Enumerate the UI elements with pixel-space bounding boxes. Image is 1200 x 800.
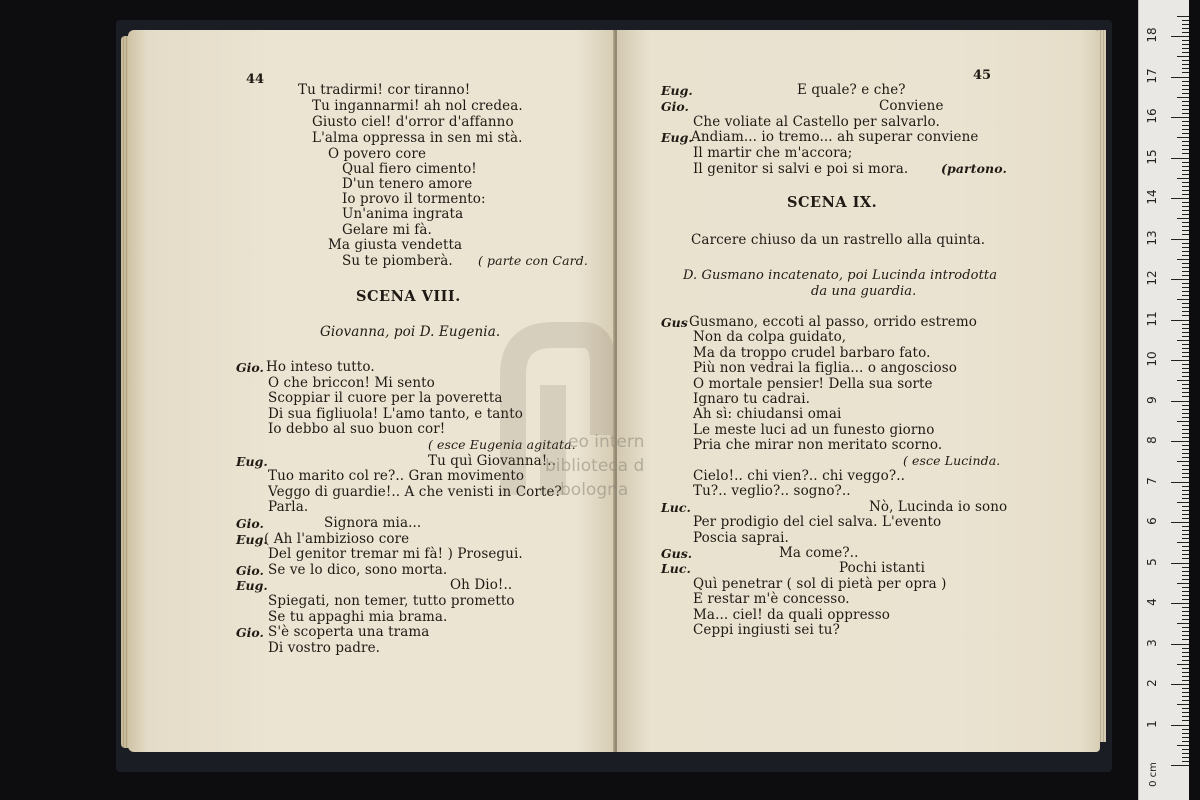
ruler-number: 1 <box>1145 719 1159 728</box>
ruler-tick <box>1182 635 1189 636</box>
ruler-tick <box>1171 603 1189 604</box>
ruler-tick <box>1182 170 1189 171</box>
ruler-tick <box>1171 239 1189 240</box>
dialogue-continuation: Ah sì: chiudansi omai <box>693 406 842 423</box>
ruler-tick <box>1182 469 1189 470</box>
ruler-tick <box>1182 749 1189 750</box>
ruler-tick <box>1177 259 1189 260</box>
ruler-tick <box>1182 121 1189 122</box>
ruler-number: 8 <box>1145 436 1159 444</box>
ruler-tick <box>1182 283 1189 284</box>
dialogue-continuation: Più non vedrai la figlia... o angoscioso <box>693 360 957 377</box>
dialogue-line: Conviene <box>879 97 944 114</box>
dialogue-continuation: E restar m'è concesso. <box>693 591 850 608</box>
ruler-tick <box>1182 182 1189 183</box>
ruler-tick <box>1182 190 1189 191</box>
ruler-tick <box>1182 692 1189 693</box>
ruler-tick <box>1182 417 1189 418</box>
speaker-label: Eug. <box>236 531 268 547</box>
ruler-tick <box>1182 631 1189 632</box>
ruler-tick <box>1182 587 1189 588</box>
scene-characters: Giovanna, poi D. Eugenia. <box>320 324 501 340</box>
ruler-tick <box>1171 482 1189 483</box>
verse-line: Io provo il tormento: <box>342 191 486 207</box>
dialogue-continuation: Pria che mirar non meritato scorno. <box>693 437 943 454</box>
ruler-tick <box>1182 571 1189 572</box>
ruler-tick <box>1182 226 1189 227</box>
ruler-tick <box>1182 396 1189 397</box>
ruler-tick <box>1182 166 1189 167</box>
dialogue-continuation: Ma... ciel! da quali oppresso <box>693 606 890 623</box>
ruler-tick <box>1182 486 1189 487</box>
dialogue-line: Se ve lo dico, sono morta. <box>268 561 448 578</box>
ruler-tick <box>1171 158 1189 159</box>
ruler-tick <box>1182 761 1189 762</box>
dialogue-line: Ho inteso tutto. <box>266 359 375 375</box>
speaker-label: Gio. <box>236 562 264 578</box>
ruler-tick <box>1182 388 1189 389</box>
ruler-tick <box>1182 222 1189 223</box>
scene-setting: Carcere chiuso da un rastrello alla quinta. <box>691 232 986 248</box>
dialogue-continuation: Tuo marito col re?.. Gran movimento <box>268 468 525 485</box>
ruler-tick <box>1182 324 1189 325</box>
verse-line: Qual fiero cimento! <box>342 161 477 177</box>
ruler-tick <box>1171 644 1189 645</box>
dialogue-line: Pochi istanti <box>839 560 925 577</box>
ruler-tick <box>1182 24 1189 25</box>
ruler-tick <box>1182 271 1189 272</box>
dialogue-line: ( Ah l'ambizioso core <box>264 530 410 547</box>
ruler-tick <box>1182 129 1189 130</box>
ruler-tick <box>1182 206 1189 207</box>
dialogue-continuation: ( esce Eugenia agitata. <box>428 437 576 452</box>
ruler-tick <box>1171 441 1189 442</box>
ruler-number: 9 <box>1145 395 1159 404</box>
dialogue-continuation: O che briccon! Mi sento <box>268 374 435 391</box>
speaker-label: Eug. <box>236 578 268 594</box>
ruler-tick <box>1171 320 1189 321</box>
ruler-tick <box>1182 105 1189 106</box>
page-number-right: 45 <box>973 68 992 83</box>
ruler-tick <box>1182 52 1189 53</box>
ruler-tick <box>1182 733 1189 734</box>
ruler-tick <box>1182 230 1189 231</box>
ruler-tick <box>1171 77 1189 78</box>
ruler-tick <box>1182 607 1189 608</box>
ruler-tick <box>1182 477 1189 478</box>
ruler-tick <box>1182 648 1189 649</box>
ruler-tick <box>1182 510 1189 511</box>
ruler-tick <box>1171 765 1189 766</box>
ruler-tick <box>1182 599 1189 600</box>
dialogue-continuation: Ignaro tu cadrai. <box>693 391 811 407</box>
ruler-tick <box>1177 583 1189 584</box>
ruler-tick <box>1182 149 1189 150</box>
ruler-tick <box>1182 660 1189 661</box>
ruler-tick <box>1182 101 1189 102</box>
ruler-tick <box>1182 64 1189 65</box>
dialogue-line: Nò, Lucinda io sono <box>869 498 1008 515</box>
ruler-tick <box>1177 461 1189 462</box>
dialogue-continuation: Del genitor tremar mi fà! ) Prosegui. <box>268 546 523 563</box>
scene-title: SCENA VIII. <box>356 288 461 305</box>
ruler-tick <box>1182 473 1189 474</box>
ruler-tick <box>1182 251 1189 252</box>
verse-line: Tu tradirmi! cor tiranno! <box>298 82 471 98</box>
ruler-tick <box>1171 36 1189 37</box>
ruler-tick <box>1182 20 1189 21</box>
ruler-tick <box>1182 48 1189 49</box>
ruler-tick <box>1182 498 1189 499</box>
left-page <box>128 30 615 752</box>
ruler-tick <box>1182 68 1189 69</box>
ruler-tick <box>1182 741 1189 742</box>
ruler-tick <box>1171 522 1189 523</box>
ruler-unit: 0 cm <box>1147 762 1159 787</box>
dialogue-continuation: Il genitor si salvi e poi si mora. <box>693 161 909 177</box>
ruler-number: 17 <box>1145 67 1159 84</box>
ruler-tick <box>1182 247 1189 248</box>
speaker-label: Eug. <box>661 83 693 98</box>
ruler-tick <box>1182 40 1189 41</box>
ruler-tick <box>1182 526 1189 527</box>
ruler-tick <box>1182 133 1189 134</box>
ruler-tick <box>1182 611 1189 612</box>
ruler-tick <box>1182 295 1189 296</box>
ruler-tick <box>1182 627 1189 628</box>
dialogue-line: Ma come?.. <box>779 545 859 561</box>
dialogue-continuation: Il martir che m'accora; <box>693 145 853 162</box>
verse-line: Giusto ciel! d'orror d'affanno <box>312 114 514 130</box>
watermark-text: bologna <box>560 480 629 500</box>
ruler-tick <box>1182 89 1189 90</box>
ruler-tick <box>1182 344 1189 345</box>
ruler-number: 3 <box>1145 638 1159 647</box>
ruler-tick <box>1171 684 1189 685</box>
ruler-tick <box>1182 716 1189 717</box>
ruler-tick <box>1182 275 1189 276</box>
speaker-label: Gio. <box>236 360 264 375</box>
dialogue-continuation: Parla. <box>268 499 309 516</box>
dialogue-continuation: Veggo di guardie!.. A che venisti in Corte? <box>268 483 562 500</box>
ruler-tick <box>1182 652 1189 653</box>
ruler-tick <box>1177 380 1189 381</box>
dialogue-line: Andiam... io tremo... ah superar conviene <box>691 129 979 146</box>
ruler-tick <box>1182 518 1189 519</box>
dialogue-continuation: Di vostro padre. <box>268 639 381 656</box>
dialogue-continuation: Cielo!.. chi vien?.. chi veggo?.. <box>693 468 905 484</box>
ruler-tick <box>1182 376 1189 377</box>
ruler-tick <box>1182 506 1189 507</box>
ruler-tick <box>1182 712 1189 713</box>
dialogue-continuation: Di sua figliuola! L'amo tanto, e tanto <box>268 405 523 422</box>
ruler-tick <box>1182 210 1189 211</box>
ruler-tick <box>1171 117 1189 118</box>
ruler-tick <box>1177 299 1189 300</box>
dialogue-continuation: Se tu appaghi mia brama. <box>268 608 448 625</box>
dialogue-continuation: Tu?.. veglio?.. sogno?.. <box>693 483 851 500</box>
ruler-tick <box>1182 567 1189 568</box>
ruler-tick <box>1182 336 1189 337</box>
ruler-number: 10 <box>1145 351 1159 367</box>
ruler-tick <box>1182 753 1189 754</box>
ruler-tick <box>1182 619 1189 620</box>
ruler-tick <box>1182 145 1189 146</box>
speaker-label: Gio. <box>236 625 264 641</box>
ruler-number: 6 <box>1145 517 1159 525</box>
ruler-tick <box>1182 141 1189 142</box>
ruler-tick <box>1182 356 1189 357</box>
speaker-label: Luc. <box>661 561 691 577</box>
ruler-tick <box>1182 445 1189 446</box>
ruler-tick <box>1182 174 1189 175</box>
stage-direction: ( parte con Card. <box>478 253 588 268</box>
dialogue-continuation: Che voliate al Castello per salvarlo. <box>693 113 940 130</box>
scene-title: SCENA IX. <box>787 194 878 211</box>
ruler-tick <box>1177 623 1189 624</box>
dialogue-continuation: Per prodigio del ciel salva. L'evento <box>693 514 942 531</box>
ruler-tick <box>1182 162 1189 163</box>
ruler-number: 16 <box>1145 108 1159 124</box>
ruler-tick <box>1182 352 1189 353</box>
ruler-number: 18 <box>1145 27 1159 43</box>
ruler-tick <box>1182 696 1189 697</box>
dialogue-line: Signora mia... <box>324 515 422 531</box>
ruler-tick <box>1182 720 1189 721</box>
ruler-tick <box>1182 757 1189 758</box>
ruler-tick <box>1182 453 1189 454</box>
ruler-tick <box>1182 530 1189 531</box>
ruler-tick <box>1182 579 1189 580</box>
ruler-tick <box>1182 202 1189 203</box>
ruler-tick <box>1182 348 1189 349</box>
ruler-tick <box>1182 595 1189 596</box>
stage-direction: (partono. <box>941 161 1007 176</box>
ruler-tick <box>1182 113 1189 114</box>
ruler-tick <box>1177 16 1189 17</box>
ruler-tick <box>1182 700 1189 701</box>
speaker-label: Gus <box>661 315 688 330</box>
ruler-tick <box>1182 405 1189 406</box>
ruler-number: 7 <box>1145 476 1159 485</box>
ruler-tick <box>1182 392 1189 393</box>
ruler-tick <box>1182 32 1189 33</box>
ruler-tick <box>1177 97 1189 98</box>
ruler-tick <box>1182 534 1189 535</box>
ruler-tick <box>1182 328 1189 329</box>
ruler-number: 14 <box>1145 189 1159 205</box>
page-number-left: 44 <box>246 72 265 87</box>
ruler-number: 5 <box>1145 557 1159 566</box>
ruler-tick <box>1177 745 1189 746</box>
ruler-tick <box>1182 558 1189 559</box>
scene-characters: D. Gusmano incatenato, poi Lucinda introdotta <box>683 268 998 283</box>
speaker-label: Eug. <box>236 453 268 469</box>
verse-line: L'alma oppressa in sen mi stà. <box>312 130 523 146</box>
ruler-tick <box>1182 125 1189 126</box>
ruler-tick <box>1171 360 1189 361</box>
verse-line: O povero core <box>328 146 427 162</box>
ruler-tick <box>1182 28 1189 29</box>
speaker-label: Eug. <box>661 130 693 146</box>
ruler-tick <box>1182 384 1189 385</box>
ruler-tick <box>1182 109 1189 110</box>
measurement-ruler <box>1138 0 1189 800</box>
watermark-text: biblioteca d <box>545 456 645 476</box>
ruler-tick <box>1182 60 1189 61</box>
ruler-tick <box>1182 409 1189 410</box>
ruler-tick <box>1182 425 1189 426</box>
verse-line: Ma giusta vendetta <box>328 237 463 253</box>
dialogue-continuation: Scoppiar il cuore per la poveretta <box>268 390 503 407</box>
ruler-number: 15 <box>1145 148 1159 165</box>
ruler-tick <box>1182 554 1189 555</box>
dialogue-line: Oh Dio!.. <box>450 577 513 594</box>
watermark-text: eo intern <box>568 432 645 452</box>
ruler-tick <box>1182 255 1189 256</box>
ruler-tick <box>1177 340 1189 341</box>
ruler-tick <box>1182 291 1189 292</box>
ruler-number: 13 <box>1145 229 1159 246</box>
ruler-tick <box>1171 279 1189 280</box>
right-page <box>617 30 1100 752</box>
dialogue-continuation: Ceppi ingiusti sei tu? <box>693 622 840 638</box>
ruler-tick <box>1177 137 1189 138</box>
ruler-tick <box>1182 263 1189 264</box>
ruler-tick <box>1182 668 1189 669</box>
dialogue-line: S'è scoperta una trama <box>268 624 430 641</box>
ruler-tick <box>1177 178 1189 179</box>
verse-line: Un'anima ingrata <box>342 206 464 222</box>
ruler-tick <box>1182 490 1189 491</box>
ruler-tick <box>1182 413 1189 414</box>
ruler-tick <box>1182 81 1189 82</box>
ruler-tick <box>1182 672 1189 673</box>
ruler-tick <box>1182 639 1189 640</box>
dialogue-continuation: ( esce Lucinda. <box>903 452 1001 468</box>
ruler-tick <box>1182 591 1189 592</box>
ruler-tick <box>1182 153 1189 154</box>
ruler-tick <box>1182 437 1189 438</box>
ruler-tick <box>1182 708 1189 709</box>
ruler-tick <box>1182 234 1189 235</box>
ruler-tick <box>1182 44 1189 45</box>
ruler-tick <box>1182 186 1189 187</box>
ruler-tick <box>1182 85 1189 86</box>
ruler-tick <box>1182 307 1189 308</box>
ruler-tick <box>1182 575 1189 576</box>
ruler-tick <box>1182 615 1189 616</box>
dialogue-continuation: O mortale pensier! Della sua sorte <box>693 375 933 392</box>
ruler-tick <box>1177 704 1189 705</box>
verse-line: Tu ingannarmi! ah nol credea. <box>312 98 523 114</box>
ruler-tick <box>1177 502 1189 503</box>
ruler-tick <box>1182 214 1189 215</box>
speaker-label: Gio. <box>661 98 689 114</box>
ruler-tick <box>1177 542 1189 543</box>
dialogue-line: E quale? e che? <box>797 82 906 98</box>
ruler-number: 2 <box>1145 679 1159 687</box>
ruler-tick <box>1182 514 1189 515</box>
dialogue-continuation: Le meste luci ad un funesto giorno <box>693 421 935 438</box>
ruler-tick <box>1177 421 1189 422</box>
dialogue-continuation: Ma da troppo crudel barbaro fato. <box>693 344 931 361</box>
ruler-tick <box>1171 198 1189 199</box>
ruler-tick <box>1182 372 1189 373</box>
dialogue-line: Tu quì Giovanna!.. <box>428 452 557 469</box>
ruler-tick <box>1182 267 1189 268</box>
ruler-tick <box>1182 332 1189 333</box>
ruler-tick <box>1177 218 1189 219</box>
ruler-tick <box>1182 680 1189 681</box>
ruler-tick <box>1171 563 1189 564</box>
verse-line: D'un tenero amore <box>342 176 473 192</box>
ruler-tick <box>1182 433 1189 434</box>
ruler-tick <box>1182 315 1189 316</box>
ruler-tick <box>1182 737 1189 738</box>
ruler-tick <box>1171 401 1189 402</box>
ruler-tick <box>1177 664 1189 665</box>
ruler-tick <box>1182 194 1189 195</box>
ruler-tick <box>1182 303 1189 304</box>
ruler-tick <box>1182 550 1189 551</box>
ruler-tick <box>1182 688 1189 689</box>
ruler-tick <box>1182 243 1189 244</box>
verse-line: Su te piomberà. <box>342 253 453 269</box>
ruler-tick <box>1182 429 1189 430</box>
ruler-tick <box>1182 656 1189 657</box>
dialogue-continuation: Non da colpa guidato, <box>693 329 847 346</box>
ruler-tick <box>1182 287 1189 288</box>
ruler-tick <box>1182 364 1189 365</box>
ruler-number: 11 <box>1145 310 1159 327</box>
ruler-tick <box>1182 494 1189 495</box>
ruler-tick <box>1182 465 1189 466</box>
dialogue-line: Gusmano, eccoti al passo, orrido estremo <box>689 314 977 330</box>
dialogue-continuation: Poscia saprai. <box>693 529 789 546</box>
ruler-tick <box>1171 725 1189 726</box>
speaker-label: Gus. <box>661 546 693 561</box>
ruler-tick <box>1177 56 1189 57</box>
scene-characters: da una guardia. <box>811 284 917 299</box>
ruler-tick <box>1182 676 1189 677</box>
ruler-tick <box>1182 538 1189 539</box>
dialogue-continuation: Io debbo al suo buon cor! <box>268 421 446 438</box>
ruler-tick <box>1182 93 1189 94</box>
speaker-label: Luc. <box>661 499 691 515</box>
ruler-number: 4 <box>1145 598 1159 606</box>
ruler-tick <box>1182 368 1189 369</box>
ruler-tick <box>1182 311 1189 312</box>
ruler-tick <box>1182 457 1189 458</box>
ruler-tick <box>1182 729 1189 730</box>
speaker-label: Gio. <box>236 516 264 531</box>
dialogue-continuation: Spiegati, non temer, tutto prometto <box>268 593 515 609</box>
dialogue-continuation: Quì penetrar ( sol di pietà per opra ) <box>693 575 947 592</box>
verse-line: Gelare mi fà. <box>342 222 432 238</box>
ruler-tick <box>1182 72 1189 73</box>
ruler-tick <box>1182 449 1189 450</box>
ruler-number: 12 <box>1145 270 1159 286</box>
ruler-tick <box>1182 546 1189 547</box>
